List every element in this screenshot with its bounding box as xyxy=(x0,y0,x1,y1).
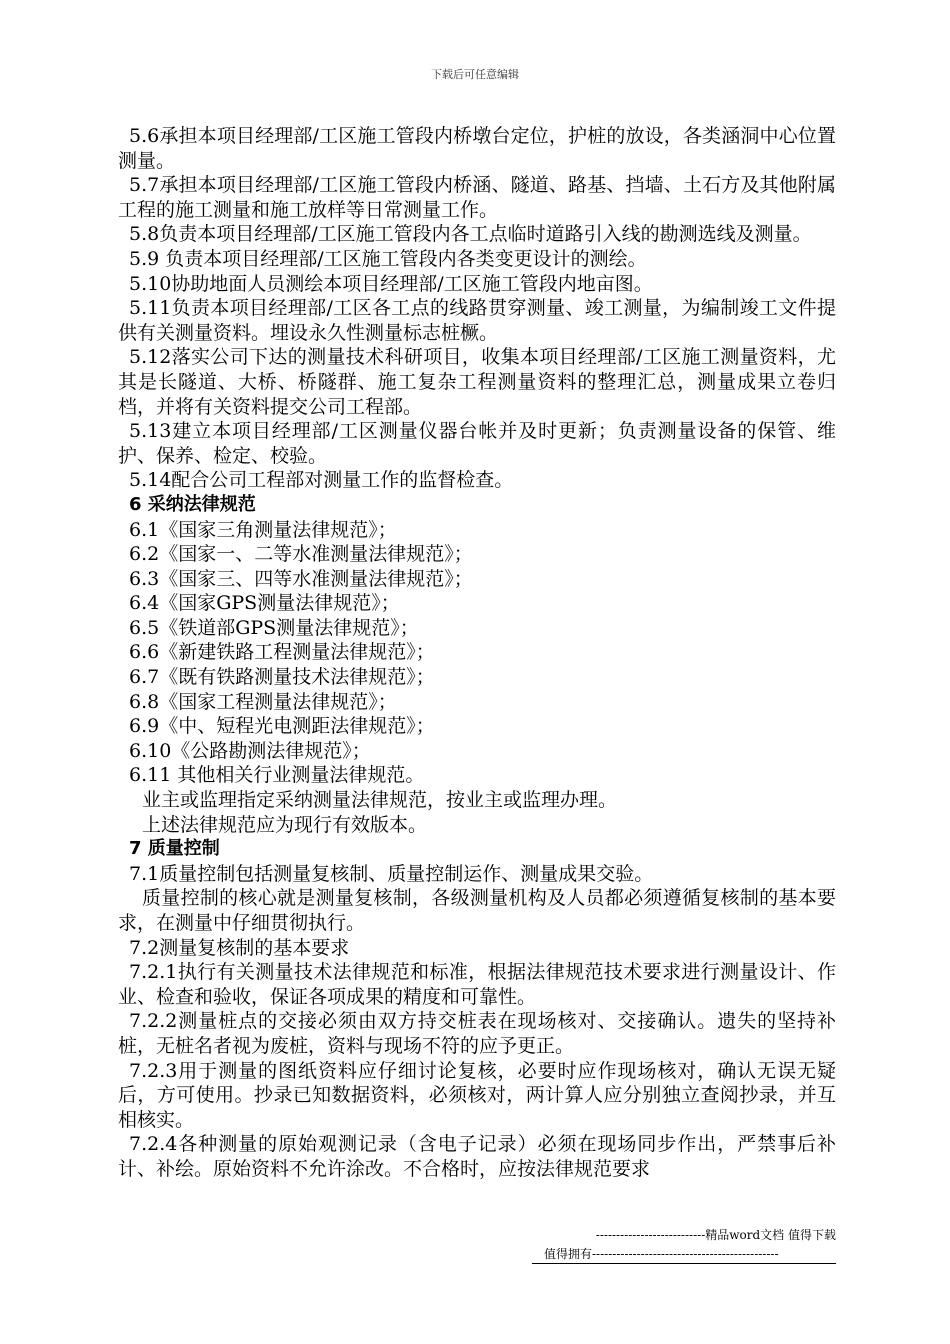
list-item: 6.1《国家三角测量法律规范》； xyxy=(129,518,397,541)
paragraph: 7.2.4各种测量的原始观测记录（含电子记录）必须在现场同步作出，严禁事后补计、补绘。原始资料不允许涂改。不合格时，应按法律规范要求 xyxy=(118,1133,836,1180)
footer xyxy=(532,1226,836,1264)
list-item: 6.11 其他相关行业测量法律规范。 xyxy=(129,764,425,787)
list-item: 6.10《公路勘测法律规范》； xyxy=(129,739,371,762)
list-item: 6.6《新建铁路工程测量法律规范》； xyxy=(129,641,435,664)
header-note: 下载后可任意编辑 xyxy=(431,68,519,81)
paragraph: 5.7承担本项目经理部/工区施工管段内桥涵、隧道、路基、挡墙、土石方及其他附属工程的施工测量和施工放样等日常测量工作。 xyxy=(118,174,836,221)
footer-line-2: 值得拥有---------------------------------------------- xyxy=(532,1245,836,1264)
document-body xyxy=(118,124,836,1182)
paragraph: 5.9 负责本项目经理部/工区施工管段内各类变更设计的测绘。 xyxy=(129,247,647,270)
list-item: 6.2《国家一、二等水准测量法律规范》； xyxy=(129,543,473,566)
paragraph: 5.12落实公司下达的测量技术科研项目，收集本项目经理部/工区施工测量资料，尤其是长隧道、大桥、桥隧群、施工复杂工程测量资料的整理汇总，测量成果立卷归档，并将有关资料提交公司工程部。 xyxy=(118,346,836,418)
paragraph: 质量控制的核心就是测量复核制，各级测量机构及人员都必须遵循复核制的基本要求，在测量中仔细贯彻执行。 xyxy=(118,887,836,934)
paragraph: 业主或监理指定采纳测量法律规范，按业主或监理办理。 xyxy=(142,789,618,812)
paragraph: 5.6承担本项目经理部/工区施工管段内桥墩台定位，护桩的放设，各类涵洞中心位置测量。 xyxy=(118,125,836,172)
paragraph: 7.2.3用于测量的图纸资料应仔细讨论复核，必要时应作现场核对，确认无误无疑后，方可使用。抄录已知数据资料，必须核对，两计算人应分别独立查阅抄录，并互相核实。 xyxy=(118,1059,836,1131)
paragraph: 5.10协助地面人员测绘本项目经理部/工区施工管段内地亩图。 xyxy=(129,272,653,295)
paragraph: 5.11负责本项目经理部/工区各工点的线路贯穿测量、竣工测量，为编制竣工文件提供有关测量资料。埋设永久性测量标志桩橛。 xyxy=(118,297,836,344)
paragraph: 上述法律规范应为现行有效版本。 xyxy=(142,813,428,836)
paragraph: 7.2.1执行有关测量技术法律规范和标准，根据法律规范技术要求进行测量设计、作业、检查和验收，保证各项成果的精度和可靠性。 xyxy=(118,961,836,1008)
paragraph: 7.2测量复核制的基本要求 xyxy=(129,936,350,959)
paragraph: 5.8负责本项目经理部/工区施工管段内各工点临时道路引入线的勘测选线及测量。 xyxy=(129,223,812,246)
list-item: 6.4《国家GPS测量法律规范》； xyxy=(129,592,400,615)
paragraph: 7.1质量控制包括测量复核制、质量控制运作、测量成果交验。 xyxy=(129,862,654,885)
list-item: 6.7《既有铁路测量技术法律规范》； xyxy=(129,666,435,689)
list-item: 6.9《中、短程光电测距法律规范》； xyxy=(129,715,435,738)
footer-line-1: ---------------------------精品word文档 值得下载 xyxy=(595,1228,836,1242)
list-item: 6.5《铁道部GPS测量法律规范》； xyxy=(129,616,419,639)
paragraph: 5.13建立本项目经理部/工区测量仪器台帐并及时更新；负责测量设备的保管、维护、保养、检定、校验。 xyxy=(118,420,836,467)
list-item: 6.8《国家工程测量法律规范》； xyxy=(129,690,397,713)
paragraph: 7.2.2测量桩点的交接必须由双方持交桩表在现场核对、交接确认。遗失的坚持补桩，无桩名者视为废桩，资料与现场不符的应予更正。 xyxy=(118,1010,836,1057)
section-heading: 6 采纳法律规范 xyxy=(129,493,256,515)
section-heading: 7 质量控制 xyxy=(129,838,220,860)
list-item: 6.3《国家三、四等水准测量法律规范》； xyxy=(129,567,473,590)
paragraph: 5.14配合公司工程部对测量工作的监督检查。 xyxy=(129,469,514,492)
